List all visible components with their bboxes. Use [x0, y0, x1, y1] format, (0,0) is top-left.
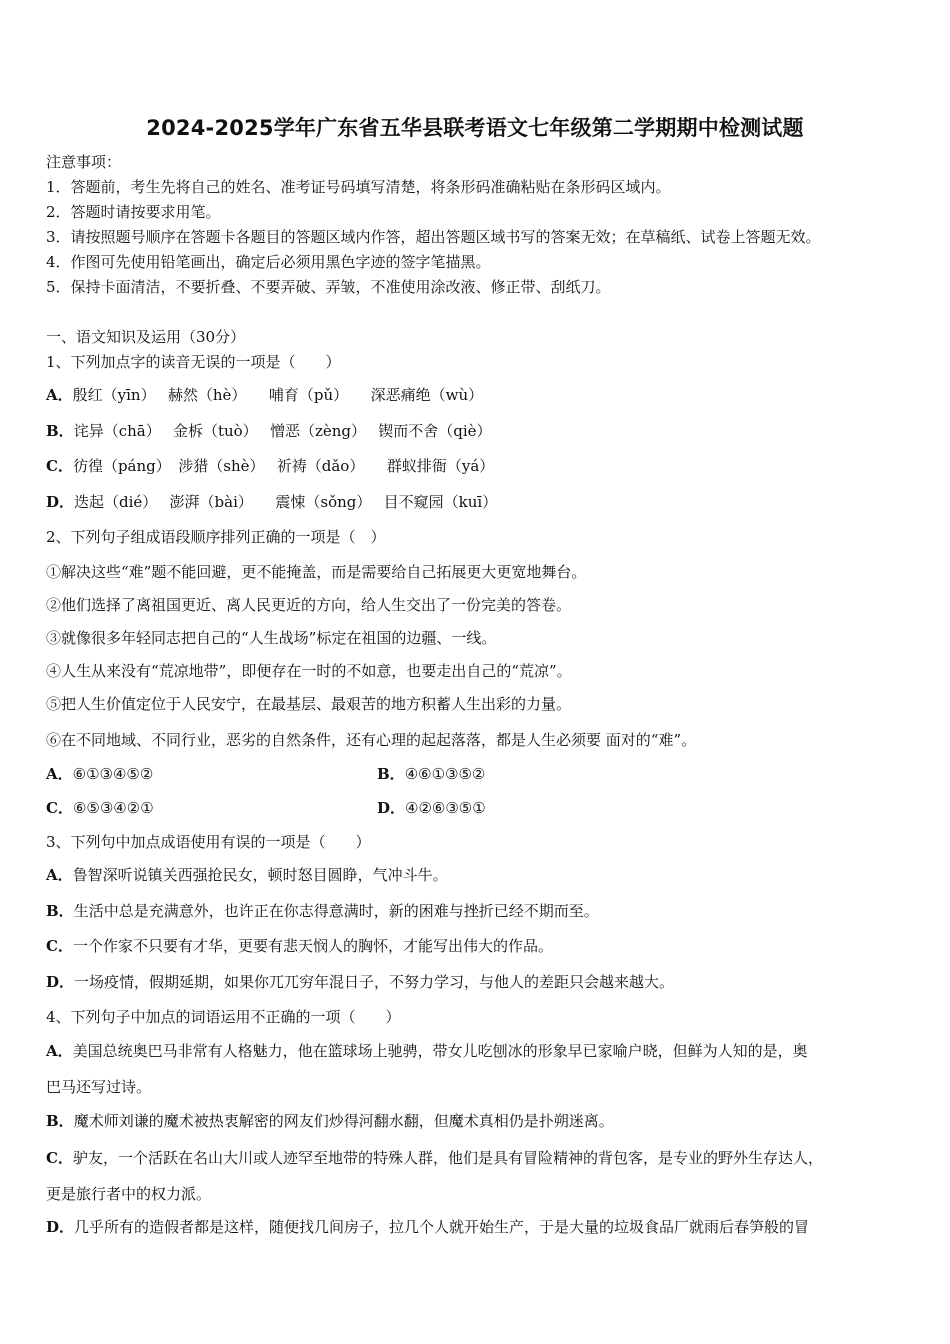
answer-option	[46, 1148, 823, 1168]
option-text: 魔术师刘谦的魔术被热衷解密的网友们炒得河翻水翻，但魔术真相仍是扑朔迷离。	[73, 1112, 614, 1130]
answer-option	[377, 798, 486, 818]
option-text: 鲁智深听说镇关西强抢民女，顿时怒目圆睁，气冲斗牛。	[72, 866, 448, 884]
notice-item: 4．作图可先使用铅笔画出，确定后必须用黑色字迹的签字笔描黑。	[46, 253, 491, 271]
sentence: ⑤把人生价值定位于人民安宁，在最基层、最艰苦的地方积蓄人生出彩的力量。	[46, 695, 572, 713]
question-stem: 4、下列句子中加点的词语运用不正确的一项（ ）	[46, 1008, 401, 1026]
option-label: D．	[46, 1218, 75, 1236]
notice-item: 1．答题前，考生先将自己的姓名、准考证号码填写清楚，将条形码准确粘贴在条形码区域内。	[46, 178, 671, 196]
sentence: ③就像很多年轻同志把自己的“人生战场”标定在祖国的边疆、一线。	[46, 629, 497, 647]
option-label: A．	[46, 1042, 73, 1060]
section-heading: 一、语文知识及运用（30分）	[46, 328, 246, 346]
question-stem: 2、下列句子组成语段顺序排列正确的一项是（ ）	[46, 528, 386, 546]
option-text: 一个作家不只要有才华，更要有悲天悯人的胸怀，才能写出伟大的作品。	[72, 937, 553, 955]
option-label: A．	[46, 866, 73, 884]
option-label: B．	[46, 902, 74, 920]
sentence: ⑥在不同地域、不同行业，恶劣的自然条件，还有心理的起起落落，都是人生必须要 面对的“难”。	[46, 731, 697, 749]
answer-option	[46, 936, 553, 956]
option-label: B．	[377, 765, 405, 783]
option-text: 殷红（yīn） 赫然（hè） 哺育（pǔ） 深恶痛绝（wù）	[72, 386, 484, 404]
notice-item: 5．保持卡面清洁，不要折叠、不要弄破、弄皱，不准使用涂改液、修正带、刮纸刀。	[46, 278, 611, 296]
option-label: C．	[46, 799, 73, 817]
option-text: 生活中总是充满意外，也许正在你志得意满时，新的困难与挫折已经不期而至。	[73, 902, 599, 920]
option-continuation: 巴马还写过诗。	[46, 1078, 152, 1096]
answer-option	[46, 798, 154, 818]
option-text: 迭起（dié） 澎湃（bài） 震悚（sǒng） 目不窥园（kuī）	[74, 493, 498, 511]
option-label: D．	[377, 799, 406, 817]
option-label: C．	[46, 457, 73, 475]
answer-option	[46, 764, 153, 784]
option-text: 诧异（chā） 金柝（tuò） 憎恶（zèng） 锲而不舍（qiè）	[73, 422, 492, 440]
sentence: ①解决这些“难”题不能回避，更不能掩盖，而是需要给自己拓展更大更宽地舞台。	[46, 563, 587, 581]
answer-option	[46, 456, 494, 476]
option-text: 驴友，一个活跃在名山大川或人迹罕至地带的特殊人群，他们是具有冒险精神的背包客，是专业的野外生存达人，	[72, 1149, 823, 1167]
option-text: ⑥⑤③④②①	[72, 799, 154, 817]
answer-option	[46, 901, 599, 921]
option-label: C．	[46, 1149, 73, 1167]
answer-option	[46, 385, 483, 405]
notice-item: 3．请按照题号顺序在答题卡各题目的答题区域内作答，超出答题区域书写的答案无效；在草稿纸、试卷上答题无效。	[46, 228, 821, 246]
answer-option	[46, 421, 492, 441]
option-text: 彷徨（páng） 涉猎（shè） 祈祷（dǎo） 群蚁排衙（yá）	[72, 457, 495, 475]
option-text: 几乎所有的造假者都是这样，随便找几间房子，拉几个人就开始生产，于是大量的垃圾食品厂就雨后春笋般的冒	[74, 1218, 810, 1236]
question-stem: 3、下列句中加点成语使用有误的一项是（ ）	[46, 833, 371, 851]
notice-item: 2．答题时请按要求用笔。	[46, 203, 221, 221]
answer-option	[46, 1041, 808, 1061]
option-label: A．	[46, 765, 73, 783]
option-text: ⑥①③④⑤②	[72, 765, 154, 783]
option-text: 一场疫情，假期延期，如果你兀兀穷年混日子，不努力学习，与他人的差距只会越来越大。	[74, 973, 675, 991]
option-text: ④②⑥③⑤①	[405, 799, 486, 817]
answer-option	[46, 1217, 809, 1237]
notice-heading: 注意事项：	[46, 153, 122, 171]
question-stem: 1、下列加点字的读音无误的一项是（ ）	[46, 353, 341, 371]
option-text: 美国总统奥巴马非常有人格魅力，他在篮球场上驰骋，带女儿吃刨冰的形象早已家喻户晓，但鲜为人知的是，奥	[72, 1042, 808, 1060]
sentence: ④人生从来没有“荒凉地带”，即便存在一时的不如意，也要走出自己的“荒凉”。	[46, 662, 572, 680]
answer-option	[46, 492, 497, 512]
option-label: D．	[46, 493, 75, 511]
answer-option	[46, 972, 674, 992]
answer-option	[46, 1111, 614, 1131]
answer-option	[46, 865, 448, 885]
option-label: D．	[46, 973, 75, 991]
option-label: B．	[46, 422, 74, 440]
answer-option	[377, 764, 485, 784]
option-label: A．	[46, 386, 73, 404]
page-title: 2024-2025学年广东省五华县联考语文七年级第二学期期中检测试题	[146, 116, 804, 140]
sentence: ②他们选择了离祖国更近、离人民更近的方向，给人生交出了一份完美的答卷。	[46, 596, 572, 614]
option-label: C．	[46, 937, 73, 955]
option-text: ④⑥①③⑤②	[404, 765, 486, 783]
option-label: B．	[46, 1112, 74, 1130]
option-continuation: 更是旅行者中的权力派。	[46, 1185, 212, 1203]
